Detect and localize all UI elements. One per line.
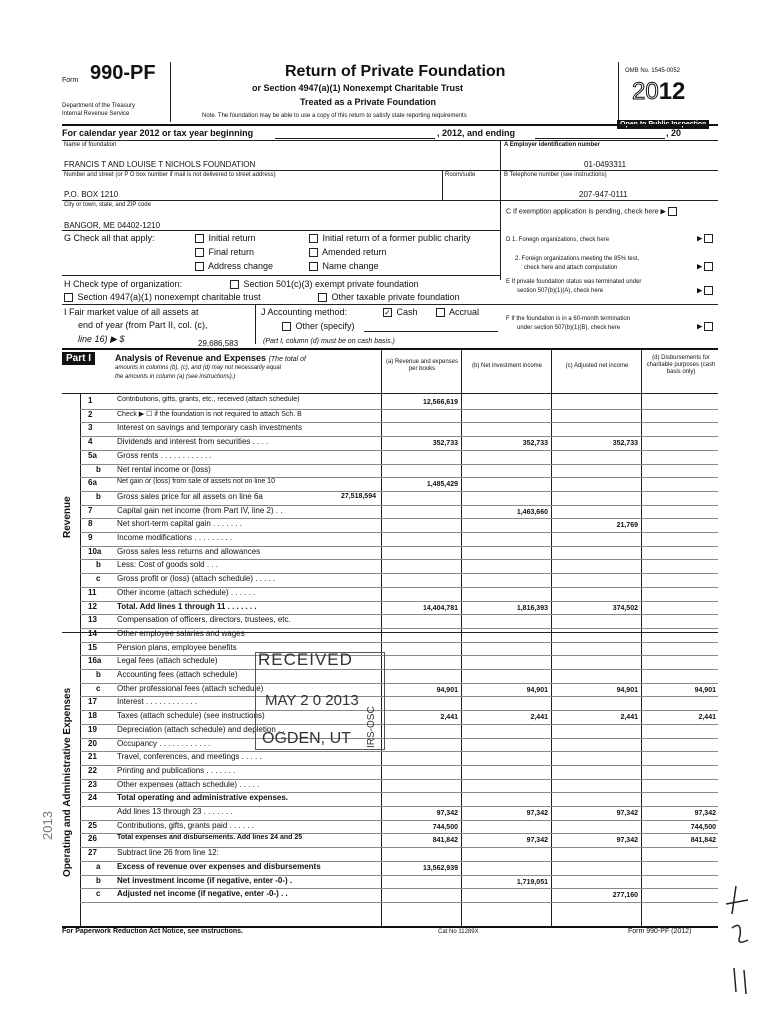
line-number: 3 xyxy=(88,423,93,433)
line-label: Net investment income (if negative, enter -0-) . xyxy=(117,875,293,885)
irs-label: Internal Revenue Service xyxy=(62,111,130,117)
cell-b: 1,463,660 xyxy=(516,508,548,516)
received-stamp: RECEIVED xyxy=(258,650,353,669)
foreign-org: D 1. Foreign organizations, check here xyxy=(506,237,610,243)
side-date-stamp: 2013 xyxy=(40,811,55,840)
line-number: 15 xyxy=(88,642,97,652)
line-number: 27 xyxy=(88,848,97,858)
line-number: 22 xyxy=(88,765,97,775)
line-label: Gross sales less returns and allowances xyxy=(117,546,261,556)
part1-desc-2: amounts in columns (b), (c), and (d) may not necessarily equal xyxy=(115,365,282,371)
cell-c: 277,160 xyxy=(612,892,638,900)
line-label: Capital gain net income (from Part IV, line 2) . . xyxy=(117,505,283,515)
fmv-value: 29,686,583 xyxy=(198,339,239,348)
cell-c: 2,441 xyxy=(620,714,638,722)
line-label: Legal fees (attach schedule) xyxy=(117,656,218,666)
cell-b: 1,816,393 xyxy=(516,604,548,612)
line-label: Adjusted net income (if negative, enter -0-) . . xyxy=(117,889,288,899)
line-number: b xyxy=(96,491,101,501)
accounting-method-label: J Accounting method: xyxy=(261,307,348,317)
line-label: Dividends and interest from securities . . . . xyxy=(117,437,269,447)
org-type-4947[interactable]: Section 4947(a)(1) nonexempt charitable trust xyxy=(62,292,261,302)
line-number: b xyxy=(96,670,101,679)
status-terminated-checkbox[interactable]: ▶ xyxy=(697,286,715,295)
line-label: Contributions, gifts, grants, etc., received (attach schedule) xyxy=(117,396,300,403)
cell-a: 94,901 xyxy=(436,686,458,694)
cell-d: 97,342 xyxy=(694,810,716,817)
status-terminated-2: section 507(b)(1)(A), check here xyxy=(517,288,604,294)
irs-osc-stamp: IRS-OSC xyxy=(366,706,377,748)
line-label: Other employee salaries and wages xyxy=(117,628,245,638)
col-c-header: (c) Adjusted net income xyxy=(565,363,629,369)
foreign-85-a: 2. Foreign organizations meeting the 85% test, xyxy=(515,256,640,262)
part1-desc-3: the amounts in column (a) (see instructions).) xyxy=(115,374,236,380)
cell-b: 352,733 xyxy=(522,440,548,448)
line-number: 17 xyxy=(88,697,97,707)
initial-former-public[interactable]: Initial return of a former public charity xyxy=(307,233,471,243)
accounting-cash[interactable]: ✓ Cash xyxy=(384,307,418,318)
cell-d: 94,901 xyxy=(694,686,716,694)
section-h-label: H Check type of organization: xyxy=(64,279,183,289)
line-label: Total operating and administrative expenses. xyxy=(117,793,289,803)
gross-sales-inline-value: 27,518,594 xyxy=(340,492,376,500)
foreign-85-b: check here and attach computation xyxy=(524,265,618,271)
part1-badge: Part I xyxy=(62,352,95,365)
line-label: Total expenses and disbursements. Add lines 24 and 25 xyxy=(117,834,303,842)
cell-a: 352,733 xyxy=(432,440,458,448)
line-number: 13 xyxy=(88,615,97,625)
line-label: Compensation of officers, directors, trustees, etc. xyxy=(117,615,291,625)
cell-b: 97,342 xyxy=(526,810,548,817)
footer-form: Form 990-PF (2012) xyxy=(628,928,692,935)
foundation-name: FRANCIS T AND LOUISE T NICHOLS FOUNDATION xyxy=(64,160,256,169)
cell-a: 841,842 xyxy=(432,837,458,845)
cell-a: 12,566,619 xyxy=(422,399,458,406)
footer-cat: Cat No 11289X xyxy=(438,929,479,935)
accounting-accrual[interactable]: Accrual xyxy=(434,307,479,317)
cell-d: 744,500 xyxy=(690,823,716,831)
form-subtitle-2: Treated as a Private Foundation xyxy=(300,97,437,107)
section-g-label: G Check all that apply: xyxy=(64,233,155,243)
tax-year xyxy=(632,78,685,106)
col-a-header: (a) Revenue and expenses per books xyxy=(385,359,459,372)
line-label: Add lines 13 through 23 . . . . . . . xyxy=(117,807,233,816)
cell-c: 21,769 xyxy=(616,522,638,530)
expenses-side-label: Operating and Administrative Expenses xyxy=(62,687,73,877)
line-label: Interest . . . . . . . . . . . . xyxy=(117,697,198,707)
cell-c: 94,901 xyxy=(616,686,638,694)
line-label: Taxes (attach schedule) (see instructions) xyxy=(117,711,265,721)
city-label: City or town, state, and ZIP code xyxy=(64,202,151,208)
cell-c: 352,733 xyxy=(612,440,638,448)
line-number: 19 xyxy=(88,724,97,734)
cash-basis-note: (Part I, column (d) must be on cash basis.) xyxy=(263,338,395,345)
omb-number: OMB No. 1545-0052 xyxy=(625,68,681,74)
street-value: P.O. BOX 1210 xyxy=(64,190,119,199)
line-label: Occupancy . . . . . . . . . . . . xyxy=(117,738,211,748)
line-label: Depreciation (attach schedule) and depletion . . xyxy=(117,724,285,734)
cell-b: 94,901 xyxy=(526,686,548,694)
line-label: Interest on savings and temporary cash investments xyxy=(117,423,302,433)
cell-d: 841,842 xyxy=(690,837,716,845)
year-suffix: , 20 xyxy=(666,128,682,138)
sixty-month-checkbox[interactable]: ▶ xyxy=(697,322,715,331)
foreign-org-checkbox[interactable]: ▶ xyxy=(697,234,715,243)
line-label: Total. Add lines 1 through 11 . . . . . . . xyxy=(117,601,257,611)
line-number: 2 xyxy=(88,409,93,419)
sixty-month-2: under section 507(b)(1)(B), check here xyxy=(517,325,621,331)
ein-value: 01-0493311 xyxy=(584,160,627,169)
line-label: Pension plans, employee benefits xyxy=(117,642,237,652)
line-number: 14 xyxy=(88,628,97,638)
line-number: 10a xyxy=(88,546,102,556)
line-number: 24 xyxy=(88,793,97,803)
sixty-month-1: F If the foundation is in a 60-month termination xyxy=(506,316,631,322)
accounting-other[interactable]: Other (specify) xyxy=(280,321,355,331)
line-number: b xyxy=(96,464,101,474)
and-ending: , 2012, and ending xyxy=(437,128,516,138)
phone-label: B Telephone number (see instructions) xyxy=(504,172,607,178)
line-number: 9 xyxy=(88,533,93,542)
foreign-85-checkbox[interactable]: ▶ xyxy=(697,262,715,271)
exemption-pending-checkbox[interactable] xyxy=(668,207,677,216)
line-label: Other professional fees (attach schedule) xyxy=(117,683,264,693)
line-number: c xyxy=(96,889,101,899)
stamp-frame xyxy=(255,652,385,750)
tax-year-prefix: 20 xyxy=(632,78,659,105)
cell-b: 2,441 xyxy=(530,714,548,722)
line-number: a xyxy=(96,861,101,871)
line-label: Travel, conferences, and meetings . . . . . xyxy=(117,752,262,762)
line-number: 12 xyxy=(88,601,97,611)
line-number: c xyxy=(96,574,101,584)
line-number: 8 xyxy=(88,519,93,529)
line-number: 23 xyxy=(88,779,97,789)
line-number: 5a xyxy=(88,450,97,460)
line-number: 4 xyxy=(88,437,93,447)
line-number: 25 xyxy=(88,820,97,830)
line-label: Subtract line 26 from line 12: xyxy=(117,848,219,858)
cell-b: 97,342 xyxy=(526,837,548,845)
exemption-pending: C If exemption application is pending, check here ▶ xyxy=(506,207,679,216)
line-label: Gross rents . . . . . . . . . . . . xyxy=(117,450,212,460)
line-number: b xyxy=(96,875,101,885)
org-type-other[interactable]: Other taxable private foundation xyxy=(316,292,460,302)
line-label: Net short-term capital gain . . . . . . . xyxy=(117,519,242,529)
cell-a: 14,404,781 xyxy=(422,604,458,612)
line-label: Income modifications . . . . . . . . . xyxy=(117,533,233,542)
line-number: 21 xyxy=(88,752,97,762)
fmv-label-2: end of year (from Part II, col. (c), xyxy=(78,320,208,330)
room-label: Room/suite xyxy=(445,172,476,178)
cell-c: 97,342 xyxy=(616,837,638,845)
department: Department of the Treasury xyxy=(62,103,136,109)
line-label: Other expenses (attach schedule) . . . . . xyxy=(117,779,260,789)
line-label: Gross sales price for all assets on line 6a xyxy=(117,491,263,501)
cell-a: 2,441 xyxy=(440,714,458,722)
line-number: 7 xyxy=(88,505,93,515)
amended-return[interactable]: Amended return xyxy=(307,247,387,257)
city-value: BANGOR, ME 04402-1210 xyxy=(64,221,161,230)
fmv-label-1: I Fair market value of all assets at xyxy=(64,307,199,317)
fmv-label-3: line 16) ▶ $ xyxy=(78,334,125,344)
footer-paperwork: For Paperwork Reduction Act Notice, see instructions. xyxy=(62,928,243,935)
form-label: Form xyxy=(62,77,79,84)
line-number: 16a xyxy=(88,656,102,666)
open-public-badge: Open to Public Inspection xyxy=(617,113,709,131)
cell-d: 2,441 xyxy=(698,714,716,722)
phone-value: 207-947-0111 xyxy=(579,190,628,199)
initial-return[interactable]: Initial return xyxy=(193,233,256,243)
cell-a: 97,342 xyxy=(436,810,458,817)
calendar-year: For calendar year 2012 or tax year beginning xyxy=(62,128,254,138)
line-label: Excess of revenue over expenses and disbursements xyxy=(117,861,321,871)
org-type-501c3[interactable]: Section 501(c)(3) exempt private foundation xyxy=(228,279,419,289)
name-change[interactable]: Name change xyxy=(307,261,379,271)
cell-a: 744,500 xyxy=(432,823,458,831)
line-number: 26 xyxy=(88,834,97,844)
part1-title: Analysis of Revenue and Expenses (The total of xyxy=(115,353,306,363)
status-terminated: E If private foundation status was terminated under xyxy=(506,279,642,285)
form-note: Note. The foundation may be able to use a copy of this return to satisfy state reporting requirements xyxy=(202,113,467,119)
cell-b: 1,719,051 xyxy=(516,878,548,886)
form-title: Return of Private Foundation xyxy=(285,63,506,80)
cell-c: 374,502 xyxy=(612,604,638,612)
name-label: Name of foundation xyxy=(64,142,117,148)
handwritten-marks xyxy=(718,880,768,1000)
line-number: 20 xyxy=(88,738,97,748)
line-label: Check ▶ ☐ if the foundation is not required to attach Sch. B xyxy=(117,410,302,418)
line-label: Contributions, gifts, grants paid . . . . . . xyxy=(117,820,254,830)
form-number: 990-PF xyxy=(90,62,156,84)
line-label: Gross profit or (loss) (attach schedule) . . . . . xyxy=(117,574,276,584)
line-number: 1 xyxy=(88,396,93,405)
revenue-side-label: Revenue xyxy=(62,496,73,538)
final-return[interactable]: Final return xyxy=(193,247,254,257)
address-change[interactable]: Address change xyxy=(193,261,273,271)
street-label: Number and street (or P O box number if mail is not delivered to street address) xyxy=(64,172,276,178)
line-label: Printing and publications . . . . . . . xyxy=(117,765,236,775)
line-label: Less: Cost of goods sold . . . xyxy=(117,560,218,570)
cell-a: 13,562,939 xyxy=(422,864,458,872)
cell-a: 1,485,429 xyxy=(426,481,458,489)
line-number: 11 xyxy=(88,587,97,597)
cell-c: 97,342 xyxy=(616,810,638,817)
received-date-stamp: MAY 2 0 2013 xyxy=(265,692,359,709)
ogden-stamp: OGDEN, UT xyxy=(262,730,351,747)
line-number: c xyxy=(96,683,101,693)
form-subtitle-1: or Section 4947(a)(1) Nonexempt Charitable Trust xyxy=(252,83,464,93)
line-number: 6a xyxy=(88,478,97,488)
line-label: Net rental income or (loss) xyxy=(117,464,211,474)
line-number: b xyxy=(96,560,101,570)
col-b-header: (b) Net investment income xyxy=(471,363,543,369)
tax-year-suffix: 12 xyxy=(658,78,686,105)
line-number: 18 xyxy=(88,711,97,721)
ein-label: A Employer identification number xyxy=(504,142,600,148)
line-label: Net gain or (loss) from sale of assets not on line 10 xyxy=(117,478,275,486)
line-label: Other income (attach schedule) . . . . . . xyxy=(117,587,256,597)
line-label: Accounting fees (attach schedule) xyxy=(117,670,238,679)
col-d-header: (d) Disbursements for charitable purposes (cash basis only) xyxy=(646,355,716,375)
